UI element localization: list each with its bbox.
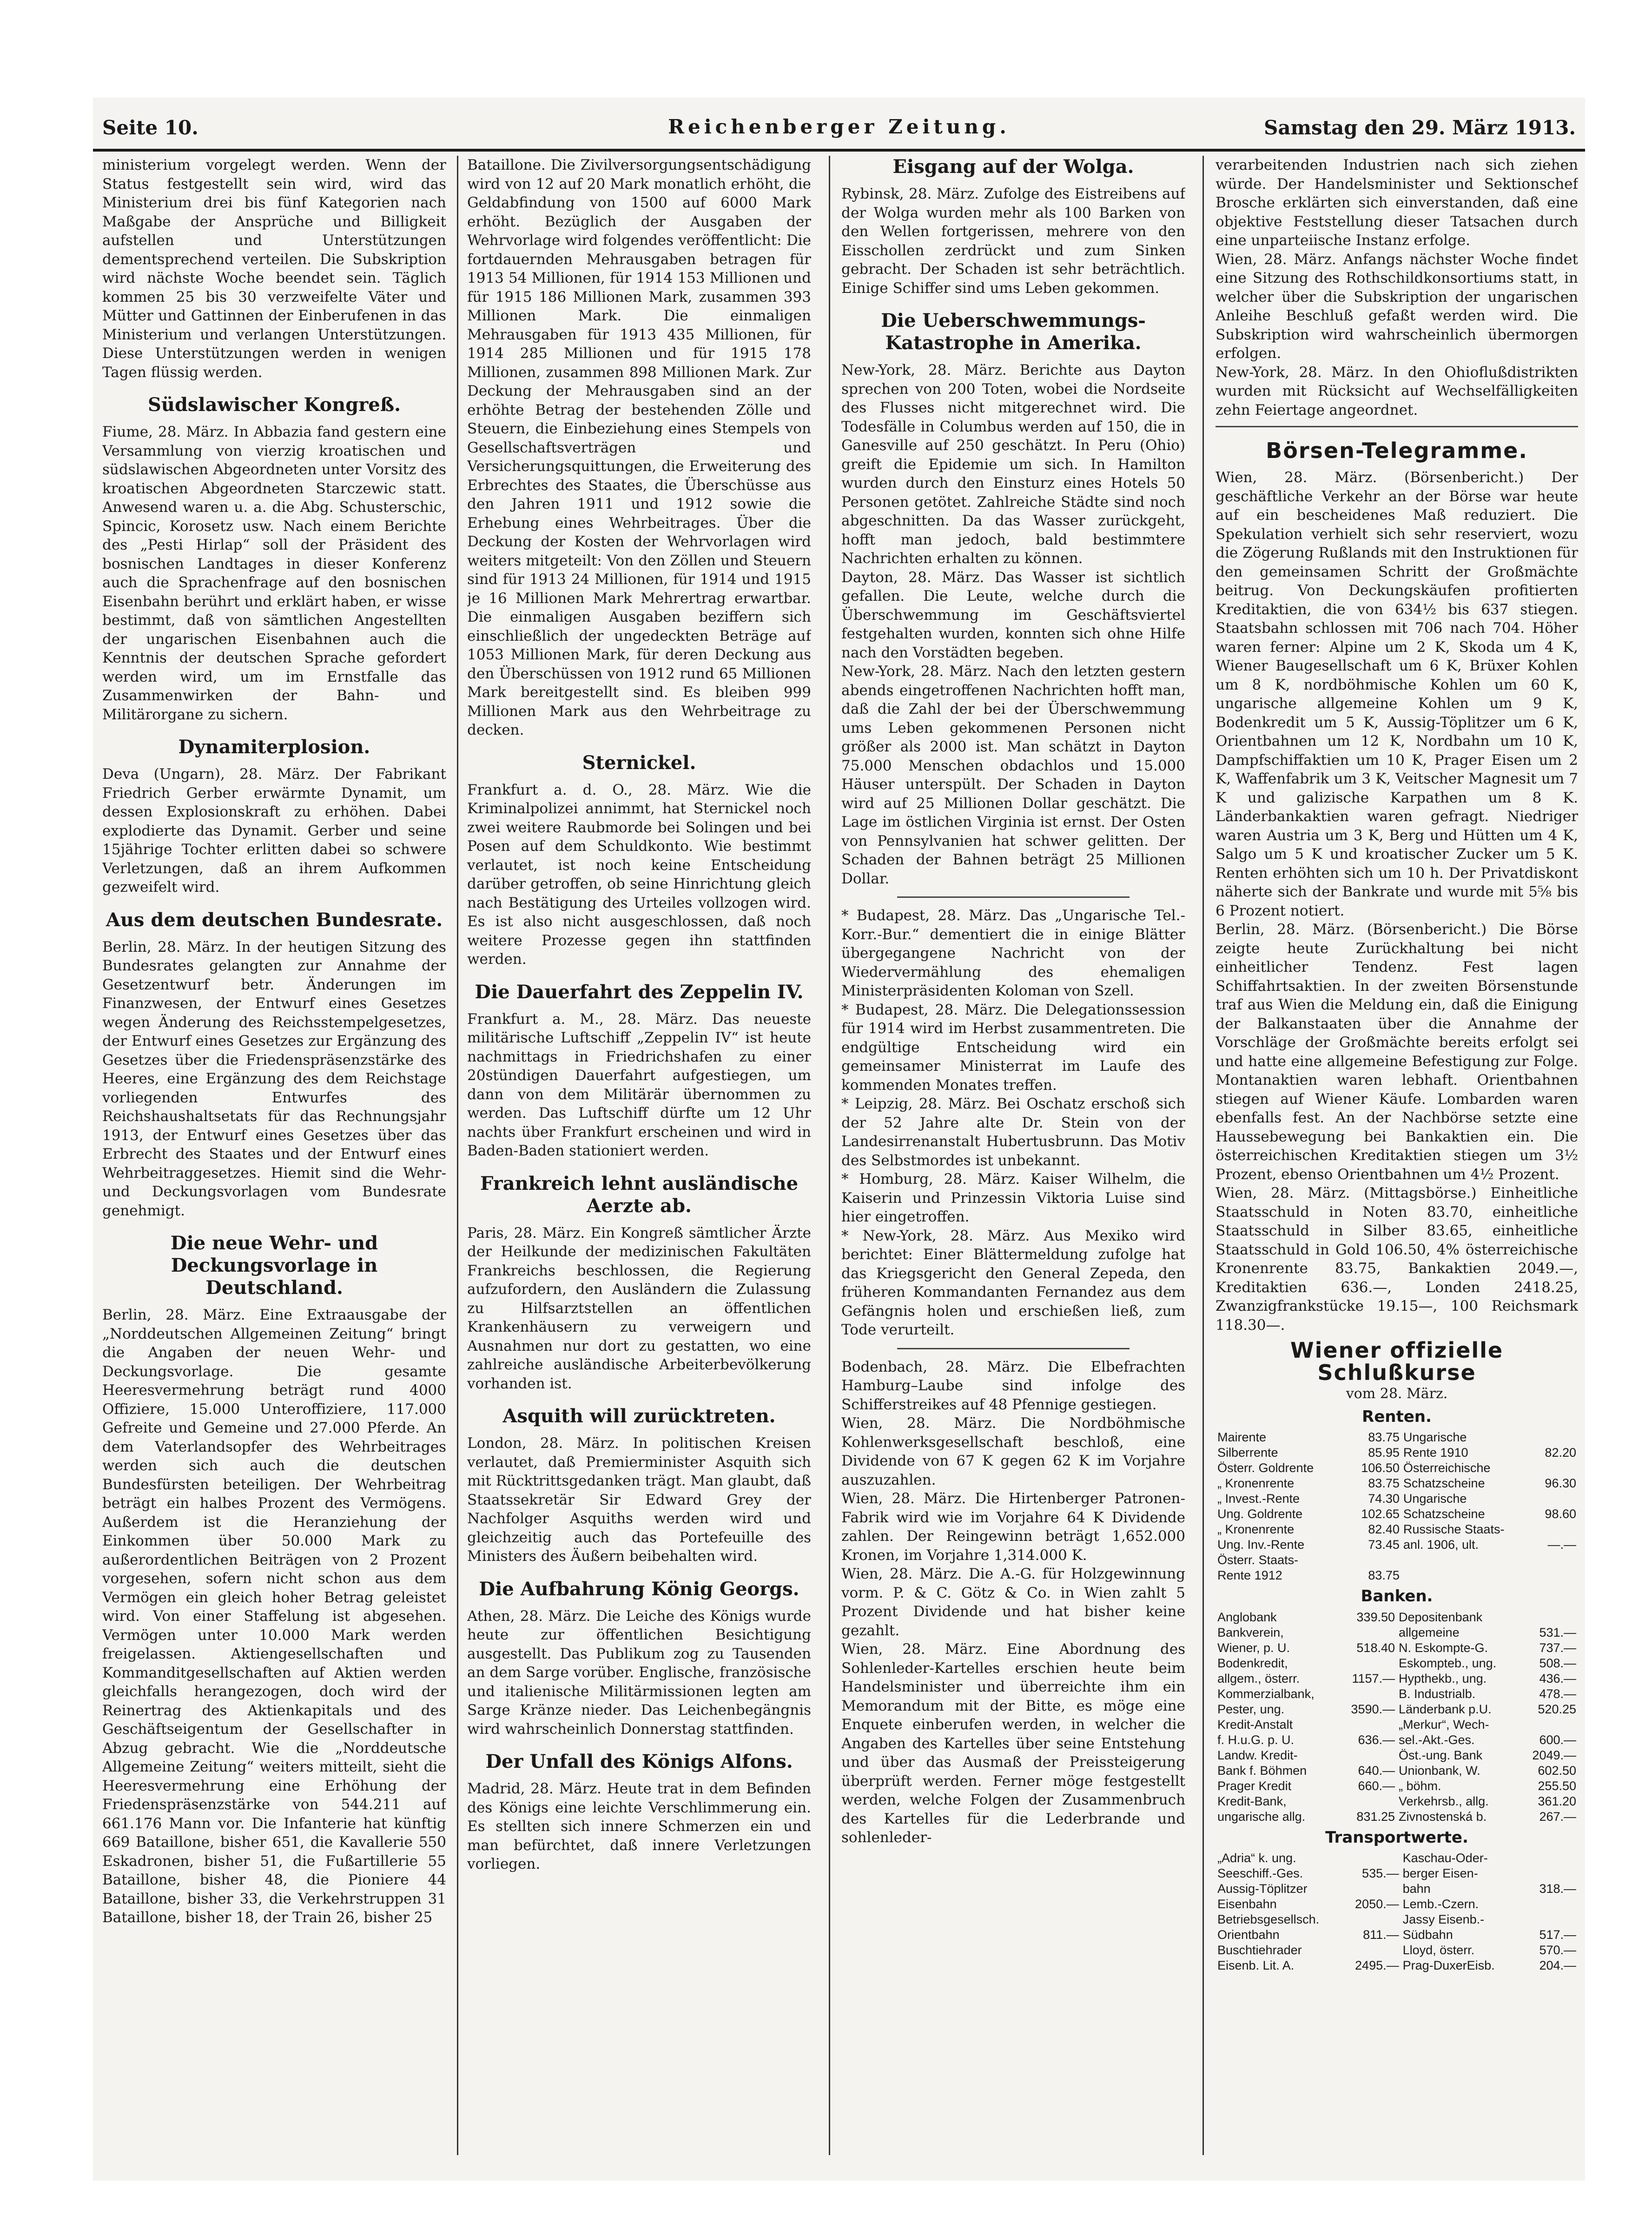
transport-heading: Transportwerte. [1325,1828,1468,1847]
quote-name: Kredit-Anstalt [1217,1717,1293,1732]
quote-row [1216,1809,1578,1825]
quote-name: Länderbank p.U. [1399,1702,1492,1716]
article-paragraph: Wien, 28. März. Die A.-G. für Holzgewinnung vorm. P. & C. Götz & Co. in Wien zahlt 5 Prozent Dividende und hat bisher keine gezahlt. [841,1566,1185,1639]
quote-value: 204.— [1539,1958,1576,1972]
article-paragraph: Wien, 28. März. Die Hirtenberger Patronen-Fabrik wird wie im Vorjahre 64 K Dividende zahlen. Der Reingewinn beträgt 1,652.000 Kronen, im Vorjahre 1,314.000 K. [841,1490,1185,1564]
quote-name: anl. 1906, ult. [1403,1538,1479,1552]
quote-name: Orientbahn [1217,1928,1280,1942]
quote-name: Bank f. Böhmen [1217,1763,1307,1778]
page-header [93,98,1585,152]
quote-row [1216,1610,1578,1625]
quote-name: Pester, ung. [1217,1702,1285,1716]
quote-value [1531,1866,1578,1881]
section-heading: Börsen-Telegramme. [1266,438,1528,463]
article-paragraph: Dayton, 28. März. Das Wasser ist sichtlich gefallen. Die Leute, welche durch die Überschwemmung im Geschäftsviertel festgehalten wurden, konnten sich ohne Hilfe nach den Vorstädten begeben. [841,569,1185,661]
article-paragraph: Paris, 28. März. Ein Kongreß sämtlicher Ärzte der Heilkunde der medizinischen Fakultäten Frankreichs beschlossen, die Regierung aufzufordern, den Ausländern die Zulassung zu Hilfsarztstellen an öffentlichen Krankenhäusern zu verweigern und Ausnahmen nur dort zu gestatten, wo eine zahlreiche ausländische Arbeiterbevölkerung vorhanden ist. [467,1224,811,1392]
quote-value [1531,1912,1578,1927]
quote-name: Ung. Goldrente [1217,1507,1303,1521]
quote-name: Schatzscheine [1403,1476,1485,1490]
quote-name: Österreichische [1403,1461,1491,1475]
quote-value [1346,1625,1397,1640]
article-paragraph: Fiume, 28. März. In Abbazia fand gestern eine Versammlung von vierzig kroatischen und südslawischen Abgeordneten unter Vorsitz des kroatischen Abgeordneten Starczewic statt. Anwesend waren u. a. die Abg. Schusterschic, Spincic, Korosetz usw. Nach einem Berichte des „Pesti Hirlap“ soll der Präsident des bosnischen Landtages in dieser Konferenz auch die Sprachenfrage auf den bosnischen Eisenbahn berührt und erklärt haben, er wisse bestimmt, daß von sämtlichen Angestellten der ungarischen Eisenbahnen auch die Kenntnis der deutschen Sprache gefordert werden wird, um im Ernstfalle das Zusammenwirken der Bahn- und Militärorgane zu sichern. [102,424,446,723]
quote-value [1532,1568,1578,1583]
quote-value: 531.— [1539,1625,1576,1639]
quote-row [1216,1476,1578,1491]
quote-row [1216,1958,1578,1973]
quote-name: Südbahn [1402,1928,1453,1942]
quote-value [1532,1430,1578,1445]
quote-row [1216,1656,1578,1671]
quote-name: bahn [1402,1882,1431,1896]
quote-value: 82.20 [1545,1446,1576,1460]
quote-row [1216,1748,1578,1763]
quote-row [1216,1927,1578,1943]
quote-name: Wiener, p. U. [1217,1640,1290,1655]
quote-name: Hypthekb., ung. [1399,1671,1487,1685]
article-heading: Sternickel. [582,751,696,774]
article-paragraph: Rybinsk, 28. März. Zufolge des Eistreibens auf der Wolga wurden mehr als 100 Barken von den Wellen fortgerissen, mehrere von den Eisschollen zerdrückt und zum Sinken gebracht. Der Schaden ist sehr beträchtlich. Einige Schiffer sind ums Leben gekommen. [841,186,1185,297]
quote-value: 3590.— [1351,1702,1395,1716]
quote-value [1532,1553,1578,1568]
quote-name: Verkehrsb., allg. [1399,1794,1489,1808]
quote-value: 106.50 [1361,1461,1400,1475]
section-divider [897,896,1130,898]
quote-row [1216,1640,1578,1656]
quote-row [1216,1717,1578,1732]
quote-name: „Adria“ k. ung. [1217,1851,1296,1865]
quote-name: Schatzscheine [1403,1507,1485,1521]
quote-row [1216,1897,1578,1912]
article-paragraph: Wien, 28. März. (Mittagsbörse.) Einheitliche Staatsschuld in Noten 83.70, einheitliche Staatsschuld in Silber 83.65, einheitliche Staatsschuld in Gold 106.50, 4% österreichische Kronenrente 83.75, Bankaktien 2049.—, Kreditaktien 636.—, Londen 2418.25, Zwanzigfrankstücke 19.15—, 100 Reichsmark 118.30—. [1216,1185,1578,1334]
quote-row [1216,1763,1578,1778]
quote-name: Öst.-ung. Bank [1399,1748,1483,1762]
quote-value: 74.30 [1368,1492,1400,1506]
quote-name: N. Eskompte-G. [1399,1640,1488,1655]
quote-name: Aussig-Töplitzer [1217,1882,1308,1896]
quote-name: Seeschiff.-Ges. [1217,1866,1303,1880]
quote-name: Buschtiehrader [1217,1943,1302,1957]
quote-name: Lloyd, österr. [1402,1943,1475,1957]
quote-name: Zivnostenská b. [1399,1809,1487,1824]
article-heading: Dynamiterplosion. [178,736,370,758]
quote-value: 636.— [1358,1732,1395,1747]
quote-value [1346,1748,1397,1763]
quote-name: Prager Kredit [1217,1778,1292,1793]
article-paragraph: Wien, 28. März. Die Nordböhmische Kohlenwerksgesellschaft beschloß, eine Dividende von 67 K gegen 62 K im Vorjahre auszuzahlen. [841,1415,1185,1488]
quote-value: 83.75 [1368,1430,1400,1444]
quote-value: 436.— [1539,1671,1576,1685]
article-paragraph: ministerium vorgelegt werden. Wenn der Status festgestellt sein wird, wird das Ministerium drei bis fünf Kategorien nach Maßgabe der Ansprüche und Billigkeit aufstellen und Unterstützungen dementsprechend verteilen. Die Subskription wird nächste Woche beendet sein. Täglich kommen 25 bis 30 verzweifelte Väter und Mütter und Gattinnen der Einberufenen in das Ministerium und verlangen Unterstützungen. Diese Unterstützungen werden in wenigen Tagen flüssig werden. [102,157,446,381]
quote-value [1346,1943,1401,1958]
quote-value: 318.— [1539,1882,1576,1896]
section-divider [897,1348,1130,1349]
article-paragraph: Wien, 28. März. (Börsenbericht.) Der geschäftliche Verkehr an der Börse war heute auf ein bescheidenes Maß reduziert. Die Spekulation verhielt sich sehr reserviert, wozu die Zögerung Rußlands mit den Instruktionen für den gemeinsamen Schritt der Großmächte beitrug. Von Deckungskäufen profitierten Kreditaktien, die von 634½ bis 637 stiegen. Staatsbahn schlossen mit 706 nach 704. Höher waren ferner: Alpine um 2 K, Skoda um 4 K, Wiener Baugesellschaft um 6 K, Brüxer Kohlen um 8 K, nordböhmische Kohlen um 60 K, ungarische allgemeine Kohlen um 9 K, Bodenkredit um 5 K, Aussig-Töplitzer um 6 K, Orientbahnen um 12 K, Nordbahn um 10 K, Dampfschiffaktien um 10 K, Prager Eisen um 2 K, Waffenfabrik um 3 K, Veitscher Magnesit um 7 K und galizische Karpathen um 8 K. Länderbankaktien waren gefragt. Niedriger waren Austria um 3 K, Berg und Hütten um 4 K, Salgo um 5 K und kroatischer Zucker um 5 K. Renten erhöhten sich um 10 h. Der Privatdiskont näherte sich der Bankrate und wurde mit 5⅝ bis 6 Prozent notiert. [1216,469,1578,919]
quote-value [1346,1553,1401,1568]
quote-row [1216,1671,1578,1686]
quote-value [1346,1686,1397,1702]
newspaper-title: Reichenberger Zeitung. [668,115,1010,138]
quote-value [1527,1610,1578,1625]
quote-name: Anglobank [1217,1610,1277,1624]
quote-name: Eisenbahn [1217,1897,1277,1911]
quote-row [1216,1568,1578,1583]
section-divider [1216,426,1578,427]
article-heading: Frankreich lehnt ausländische Aerzte ab. [480,1172,799,1217]
article-paragraph: Berlin, 28. März. Eine Extraausgabe der „Norddeutschen Allgemeinen Zeitung“ bringt die Angaben der neuen Wehr- und Deckungsvorlage. Die gesamte Heeresvermehrung beträgt rund 4000 Offiziere, 15.000 Unteroffiziere, 117.000 Gefreite und Gemeine und 27.000 Pferde. An dem Vaterlandsopfer des Wehrbeitrages werden sich auch die deutschen Bundesfürsten beteiligen. Der Wehrbeitrag beträgt ein halbes Prozent des Vermögens. Außerdem ist die Heranziehung der Einkommen über 50.000 Mark zu außerordentlichen Beiträgen von 2 Prozent vorgesehen, sofern nicht schon aus dem Vermögen ein gleich hoher Betrag geleistet wird. Von einer Staffelung ist abgesehen. Vermögen unter 10.000 Mark werden freigelassen. Aktiengesellschaften und Kommanditgesellschaften auf Aktien werden gleichfalls herangezogen, doch wird der Reinertrag des Aktienkapitals und des Geschäftseigentum der Gesellschafter in Abzug gebracht. Wie die „Norddeutsche Allgemeine Zeitung“ weiters mitteilt, sieht die Heeresvermehrung eine Erhöhung der Friedenspräsenzstärke von 544.211 auf 661.176 Mann vor. Die Infanterie hat künftig 669 Bataillone, bisher 651, die Kavallerie 550 Eskadronen, bisher 51, die Fußartillerie 55 Bataillone, bisher 48, die Pioniere 44 Bataillone, bisher 33, die Verkehrstruppen 31 Bataillone, bisher 18, der Train 26, bisher 25 [102,1307,446,1926]
quote-name: ungarische allg. [1217,1809,1306,1824]
article-paragraph: Berlin, 28. März. In der heutigen Sitzung des Bundesrates gelangten zur Annahme der Gesetzentwurf betr. Änderungen im Finanzwesen, der Entwurf eines Gesetzes wegen Änderung des Reichsstempelgesetzes, der Entwurf eines Gesetzes zur Ergänzung des Gesetzes über die Friedenspräsenzstärke des Heeres, eine Ergänzung des dem Reichstage vorliegenden Entwurfes des Reichshaushaltsetats für das Rechnungsjahr 1913, der Entwurf eines Gesetzes über das Erbrecht des Staates und der Entwurf eines Wehrbeitraggesetzes. Hiemit sind die Wehr- und Deckungsvorlagen vom Bundesrate genehmigt. [102,938,446,1219]
article-heading: Die Ueberschwemmungs-Katastrophe in Amerika. [881,310,1146,354]
column-4 [1216,156,1578,2169]
quote-value [1531,1897,1578,1912]
quote-value: 602.50 [1538,1763,1576,1778]
quote-value [1346,1881,1401,1897]
quote-value: 2050.— [1355,1897,1399,1911]
quote-name: Ungarische [1403,1430,1467,1444]
quote-value: 255.50 [1538,1778,1576,1793]
column-1 [102,156,446,2169]
article-paragraph: Berlin, 28. März. (Börsenbericht.) Die Börse zeigte heute Zurückhaltung bei nicht einheitlicher Tendenz. Fest lagen Schiffahrtsaktien. In der zweiten Börsenstunde traf aus Wien die Meldung ein, daß die Einigung der Balkanstaaten über die Annahme der Vorschläge der Großmächte bereits erfolgt sei und hatte eine allgemeine Befestigung zur Folge. Montanaktien waren lebhaft. Orientbahnen stiegen auf Wiener Käufe. Lombarden waren ebenfalls fest. An der Nachbörse setzte eine Haussebewegung bei Bankaktien ein. Die österreichischen Kreditaktien stiegen um 3½ Prozent, ebenso Orientbahnen um 4½ Prozent. [1216,921,1578,1183]
article-paragraph: Deva (Ungarn), 28. März. Der Fabrikant Friedrich Gerber erwärmte Dynamit, um dessen Explosionskraft zu erhöhen. Dabei explodierte das Dynamit. Gerber und seine 15jährige Tochter erlitten dabei so schwere Verletzungen, daß an ihrem Aufkommen gezweifelt wird. [102,766,446,896]
column-rule [1203,156,1204,2155]
quote-value: 2049.— [1532,1748,1576,1762]
quote-name: „ böhm. [1399,1778,1441,1793]
quote-value [1527,1717,1578,1732]
banken-heading: Banken. [1361,1587,1433,1606]
quote-name: Russische Staats- [1403,1522,1505,1536]
quote-name: allgem., österr. [1217,1671,1300,1685]
quote-value: 478.— [1539,1686,1576,1701]
quote-name: Mairente [1217,1430,1267,1444]
quote-row [1216,1732,1578,1748]
quote-name: Prag-DuxerEisb. [1402,1958,1495,1972]
issue-date: Samstag den 29. März 1913. [1264,116,1576,139]
quote-name: Silberrente [1217,1446,1278,1460]
quote-value: 2495.— [1355,1958,1399,1972]
quote-name: Rente 1912 [1217,1568,1282,1582]
renten-heading: Renten. [1362,1407,1432,1426]
quote-value: 600.— [1539,1732,1576,1747]
article-heading: Die Dauerfahrt des Zeppelin IV. [475,981,804,1003]
quote-value [1346,1656,1397,1671]
quote-name: Lemb.-Czern. [1402,1897,1479,1911]
quote-value: 737.— [1539,1640,1576,1655]
quote-name: Rente 1910 [1403,1446,1468,1460]
quote-row [1216,1851,1578,1866]
quote-name [1401,1568,1532,1583]
quote-value: 660.— [1358,1778,1395,1793]
article-heading: Der Unfall des Königs Alfons. [485,1751,793,1772]
quote-row [1216,1778,1578,1794]
page-number: Seite 10. [102,116,198,139]
article-paragraph: * New-York, 28. März. Aus Mexiko wird berichtet: Einer Blättermeldung zufolge hat das Kriegsgericht den General Zepeda, den früheren Kommandanten Fernandez aus dem Gefängnis holen und erschießen ließ, zum Tode verurteilt. [841,1227,1185,1338]
quote-value: 520.25 [1538,1702,1576,1716]
quote-value [1532,1460,1578,1476]
column-rule [457,156,458,2155]
transport-table [1216,1851,1578,1973]
article-paragraph: * Homburg, 28. März. Kaiser Wilhelm, die Kaiserin und Prinzessin Viktoria Luise sind hier eingetroffen. [841,1171,1185,1225]
article-paragraph: New-York, 28. März. Berichte aus Dayton sprechen von 200 Toten, wobei die Nordseite des Flusses nicht mitgerechnet wird. Die Todesfälle in Columbus werden auf 150, die in Ganesville auf 250 geschätzt. In Peru (Ohio) greift die Epidemie um sich. In Hamilton wurden durch den Einsturz eines Hotels 50 Personen getötet. Zahlreiche Städte sind noch abgeschnitten. Da das Wasser zurückgeht, hofft man jedoch, bald bestimmtere Nachrichten erhalten zu können. [841,362,1185,567]
quote-value [1346,1912,1401,1927]
quote-name: Jassy Eisenb.- [1402,1912,1485,1926]
quote-row [1216,1491,1578,1506]
article-paragraph: Wien, 28. März. Anfangs nächster Woche findet eine Sitzung des Rothschildkonsortiums statt, in welcher über die Subskription der ungarischen Anleihe Beschluß gefaßt werden wird. Die Subskription wird wahrscheinlich übermorgen erfolgen. [1216,251,1578,362]
article-paragraph: New-York, 28. März. Nach den letzten gestern abends eingetroffenen Nachrichten hofft man, daß die Zahl der bei der Überschwemmung ums Leben gekommenen Personen nicht größer als 2000 ist. Man schätzt in Dayton 75.000 Menschen obdachlos und 15.000 Häuser unterspült. Der Schaden in Dayton wird auf 25 Millionen Dollar geschätzt. Die Lage im östlichen Virginia ist ernst. Der Osten von Pennsylvanien hat schwer gelitten. Der Schaden der Bahnen beträgt 25 Millionen Dollar. [841,663,1185,887]
article-heading: Asquith will zurücktreten. [502,1405,776,1427]
quote-value: —.— [1547,1538,1576,1552]
quote-name: Eskompteb., ung. [1399,1656,1497,1670]
quote-row [1216,1430,1578,1445]
quote-row [1216,1866,1578,1881]
section-heading: Wiener offizielle Schlußkurse [1290,1338,1504,1385]
quote-name: „ Kronenrente [1217,1476,1295,1490]
quote-name: Ungarische [1403,1492,1467,1506]
quote-name: Unionbank, W. [1399,1763,1480,1778]
quote-value: 640.— [1358,1763,1395,1778]
article-paragraph: Bodenbach, 28. März. Die Elbefrachten Hamburg–Laube sind infolge des Schifferstreikes auf 48 Pfennige gestiegen. [841,1358,1185,1413]
quote-value [1346,1851,1401,1866]
article-paragraph: Frankfurt a. M., 28. März. Das neueste militärische Luftschiff „Zeppelin IV“ ist heute nachmittags in Friedrichshafen zu einer 20stündigen Dauerfahrt aufgestiegen, um dann von dem Militärär übernommen zu werden. Das Luftschiff dürfte um 12 Uhr nachts über Frankfurt erscheinen und wird in Baden-Baden stationiert werden. [467,1010,811,1159]
quote-value: 518.40 [1356,1640,1395,1655]
quote-name: allgemeine [1399,1625,1460,1639]
quote-name: Betriebsgesellsch. [1217,1912,1320,1926]
quote-value: 339.50 [1356,1610,1395,1624]
quote-value: 517.— [1539,1928,1576,1942]
quote-row [1216,1460,1578,1476]
quote-row [1216,1445,1578,1460]
quote-value: 361.20 [1538,1794,1576,1808]
quote-row [1216,1794,1578,1809]
article-paragraph: * Budapest, 28. März. Die Delegationssession für 1914 wird im Herbst zusammentreten. Die endgültige Entscheidung wird ein gemeinsamer Ministerrat im Laufe des kommenden Monates treffen. [841,1001,1185,1094]
quote-value: 96.30 [1545,1476,1576,1490]
quote-name: sel.-Akt.-Ges. [1399,1732,1475,1747]
quote-value [1531,1851,1578,1866]
quote-value [1346,1794,1397,1809]
article-paragraph: * Budapest, 28. März. Das „Ungarische Tel.-Korr.-Bur.“ dementiert die in einige Blätter übergegangene Nachricht von der Wiedervermählung des ehemaligen Ministerpräsidenten Koloman von Szell. [841,907,1185,999]
quote-name: Österr. Goldrente [1217,1461,1314,1475]
quote-name: B. Industrialb. [1399,1686,1476,1701]
quote-row [1216,1506,1578,1522]
quote-row [1216,1537,1578,1553]
quote-row [1216,1881,1578,1897]
article-heading: Die Aufbahrung König Georgs. [479,1578,800,1600]
quote-value: 98.60 [1545,1507,1576,1521]
quote-value: 73.45 [1368,1538,1400,1552]
quotes-date: vom 28. März. [1346,1386,1448,1402]
banken-table [1216,1610,1578,1825]
quote-name: Eisenb. Lit. A. [1217,1958,1295,1972]
quote-row [1216,1943,1578,1958]
quote-row [1216,1625,1578,1640]
quote-value [1532,1491,1578,1506]
newspaper-page [93,98,1585,2181]
quote-value: 82.40 [1368,1522,1400,1536]
article-heading: Aus dem deutschen Bundesrate. [106,909,443,931]
quote-name: Bankverein, [1217,1625,1284,1639]
quote-name: „Merkur“, Wech- [1399,1717,1489,1732]
quote-name: Kredit-Bank, [1217,1794,1287,1808]
article-heading: Südslawischer Kongreß. [147,394,401,416]
article-paragraph: Wien, 28. März. Eine Abordnung des Sohlenleder-Kartelles erschien heute beim Handelsminister und überreichte ihm ein Memorandum mit der Bitte, es möge eine Enquete einberufen werden, in welcher die Angaben des Kartelles über seine Entstehung und über das Ausmaß der Preissteigerung überprüft werden. Ferner möge festgestellt werden, welche Folgen der Zusammenbruch des Kartelles für die Lederbrande und sohlenleder- [841,1641,1185,1846]
article-heading: Eisgang auf der Wolga. [892,156,1134,178]
quote-value: 85.95 [1368,1446,1400,1460]
column-3 [841,156,1185,2169]
quote-name: „ Kronenrente [1217,1522,1295,1536]
quote-value [1346,1717,1397,1732]
column-rule [829,156,830,2155]
quote-name: Ung. Inv.-Rente [1217,1538,1305,1552]
quote-value: 831.25 [1356,1809,1395,1824]
quote-value: 508.— [1539,1656,1576,1670]
quote-name [1401,1553,1532,1568]
quote-name: „ Invest.-Rente [1217,1492,1300,1506]
article-heading: Die neue Wehr- und Deckungsvorlage in Deutschland. [170,1232,378,1299]
quote-name: Kaschau-Oder- [1402,1851,1488,1865]
quote-value: 83.75 [1368,1568,1400,1582]
quote-row [1216,1522,1578,1537]
quote-name: berger Eisen- [1402,1866,1478,1880]
article-paragraph: Athen, 28. März. Die Leiche des Königs wurde heute zur öffentlichen Besichtigung ausgestellt. Das Publikum zog zu Tausenden an dem Sarge vorüber. Englische, französische und italienische Militärmissionen legten am Sarge Kränze nieder. Das Leichenbegängnis wird wahrscheinlich Donnerstag stattfinden. [467,1607,811,1738]
quote-value: 267.— [1539,1809,1576,1824]
quote-row [1216,1702,1578,1717]
quote-name: Österr. Staats- [1217,1553,1299,1567]
renten-table [1216,1430,1578,1583]
quote-name: f. H.u.G. p. U. [1217,1732,1295,1747]
column-2 [467,156,811,2169]
article-paragraph: verarbeitenden Industrien nach sich ziehen würde. Der Handelsminister und Sektionschef Brosche erklärten sich einverstanden, daß eine objektive Feststellung dieser Tatsachen durch eine unparteiische Instanz erfolge. [1216,157,1578,249]
article-paragraph: Bataillone. Die Zivilversorgungsentschädigung wird von 12 auf 20 Mark monatlich erhöht, die Geldabfindung von 1500 auf 6000 Mark erhöht. Bezüglich der Ausgaben der Wehrvorlage wird folgendes veröffentlicht: Die fortdauernden Mehrausgaben betragen für 1913 54 Millionen, für 1914 153 Millionen und für 1915 186 Millionen Mark, zusammen 393 Millionen Mark. Die einmaligen Mehrausgaben für 1913 435 Millionen, für 1914 285 Millionen und für 1915 178 Millionen, zusammen 898 Millionen Mark. Zur Deckung der Mehrausgaben sind an der erhöhte Betrag der bestehenden Zölle und Steuern, die Einbeziehung eines Stempels von Gesellschaftsverträgen und Versicherungsquittungen, die Erweiterung des Erbrechtes des Staates, die Überschüsse aus den Jahren 1911 und 1912 sowie die Erhebung eines Wehrbeitrages. Über die Deckung der Kosten der Wehrvorlagen wird weiters mitgeteilt: Von den Zöllen und Steuern sind für 1913 24 Millionen, für 1914 und 1915 je 16 Millionen Mark Mehrertrag erwartbar. Die einmaligen Ausgaben beziffern sich einschließlich der ungedeckten Beträge auf 1053 Millionen Mark, für deren Deckung aus den Überschüssen von 1912 rund 65 Millionen Mark bereitgestellt sind. Es bleiben 999 Millionen Mark aus den Wehrbeitrage zu decken. [467,157,811,738]
article-paragraph: Frankfurt a. d. O., 28. März. Wie die Kriminalpolizei annimmt, hat Sternickel noch zwei weitere Raubmorde bei Solingen und bei Posen auf dem Schuldkonto. Wie bestimmt verlautet, ist noch keine Entscheidung darüber getroffen, ob seine Hinrichtung gleich nach Bestätigung des Urteiles vollzogen wird. Es ist also nicht ausgeschlossen, daß noch weitere Prozesse gegen ihn stattfinden werden. [467,781,811,968]
quote-value: 570.— [1539,1943,1576,1957]
quote-name: Bodenkredit, [1217,1656,1288,1670]
quote-value: 83.75 [1368,1476,1400,1490]
article-paragraph: * Leipzig, 28. März. Bei Oschatz erschoß sich der 52 Jahre alte Dr. Stein von der Landesirrenanstalt Hubertusbrunn. Das Motiv des Selbstmordes ist unbekannt. [841,1095,1185,1169]
quote-value: 102.65 [1361,1507,1400,1521]
quote-value: 811.— [1363,1928,1399,1942]
quote-name: Landw. Kredit- [1217,1748,1298,1762]
article-paragraph: New-York, 28. März. In den Ohioflußdistrikten wurden mit Rücksicht auf Wechselfälligkeiten zehn Feiertage angeordnet. [1216,364,1578,418]
quote-row [1216,1553,1578,1568]
quote-name: Depositenbank [1399,1610,1483,1624]
quote-value [1532,1522,1578,1537]
quote-row [1216,1686,1578,1702]
quote-name: Kommerzialbank, [1217,1686,1315,1701]
article-paragraph: Madrid, 28. März. Heute trat in dem Befinden des Königs eine leichte Verschlimmerung ein. Es stellten sich innere Schmerzen ein und man befürchtet, daß innere Verletzungen vorliegen. [467,1780,811,1872]
quote-value: 535.— [1362,1866,1399,1880]
quote-row [1216,1912,1578,1927]
article-paragraph: London, 28. März. In politischen Kreisen verlautet, daß Premierminister Asquith sich mit Rücktrittsgedanken trägt. Man glaubt, daß Staatssekretär Sir Edward Grey der Nachfolger Asquiths werden wird und gleichzeitig auch das Portefeuille des Ministers des Äußern beibehalten wird. [467,1435,811,1565]
quote-value: 1157.— [1352,1671,1395,1685]
